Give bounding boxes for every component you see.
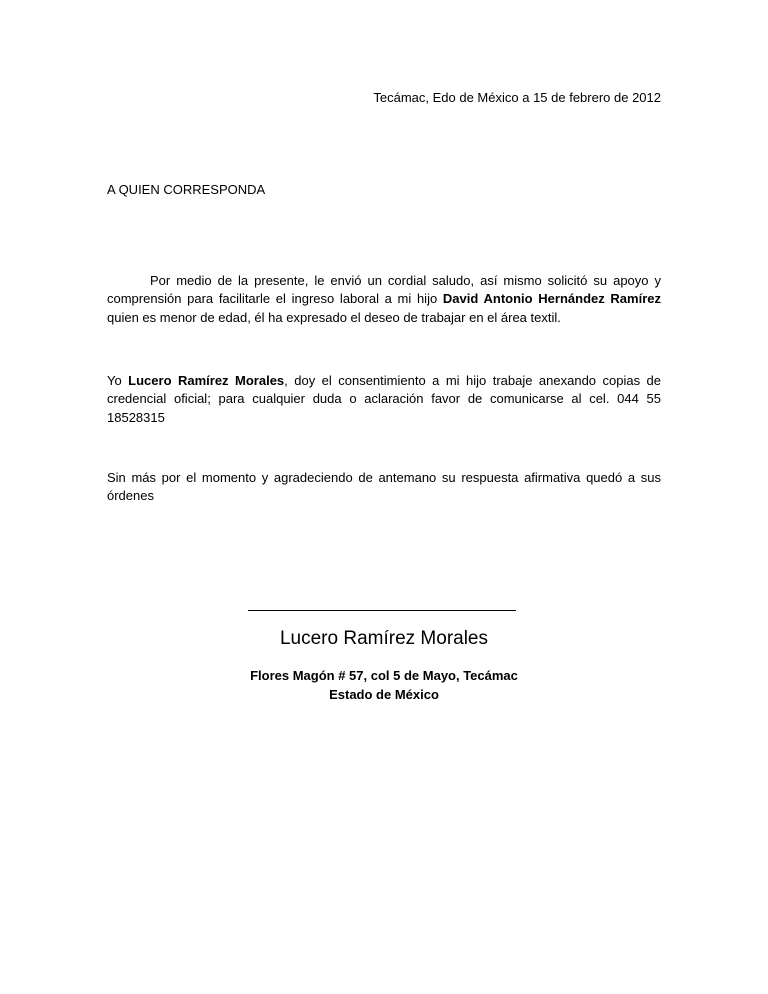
paragraph-consent-text-b: , doy el consentimiento a mi hijo trabaje anexando copias de credencial oficial; para cualquier duda o aclaración favor de comunicarse al cel. 044 55 18528315	[107, 373, 661, 425]
paragraph-consent	[107, 372, 661, 427]
paragraph-request-text-a: Por medio de la presente, le envió un cordial saludo, así mismo solicitó su apoyo y comprensión para facilitarle el ingreso laboral a mi hijo	[107, 273, 661, 307]
paragraph-closing: Sin más por el momento y agradeciendo de antemano su respuesta afirmativa quedó a sus órdenes	[107, 470, 661, 504]
signature-address-line-1: Flores Magón # 57, col 5 de Mayo, Tecámac	[250, 668, 518, 683]
signature-address-line-2: Estado de México	[329, 687, 439, 702]
paragraph-request-text-b: quien es menor de edad, él ha expresado el deseo de trabajar en el área textil.	[107, 309, 561, 325]
paragraph-consent-text-a: Yo	[107, 373, 129, 388]
date-line: Tecámac, Edo de México a 15 de febrero de 2012	[373, 90, 661, 105]
paragraph-request	[107, 272, 661, 327]
signature-name: Lucero Ramírez Morales	[279, 628, 489, 649]
son-name: David Antonio Hernández Ramírez	[442, 291, 661, 307]
salutation: A QUIEN CORRESPONDA	[107, 182, 266, 197]
signature-line	[248, 610, 516, 611]
parent-name: Lucero Ramírez Morales	[128, 373, 285, 388]
